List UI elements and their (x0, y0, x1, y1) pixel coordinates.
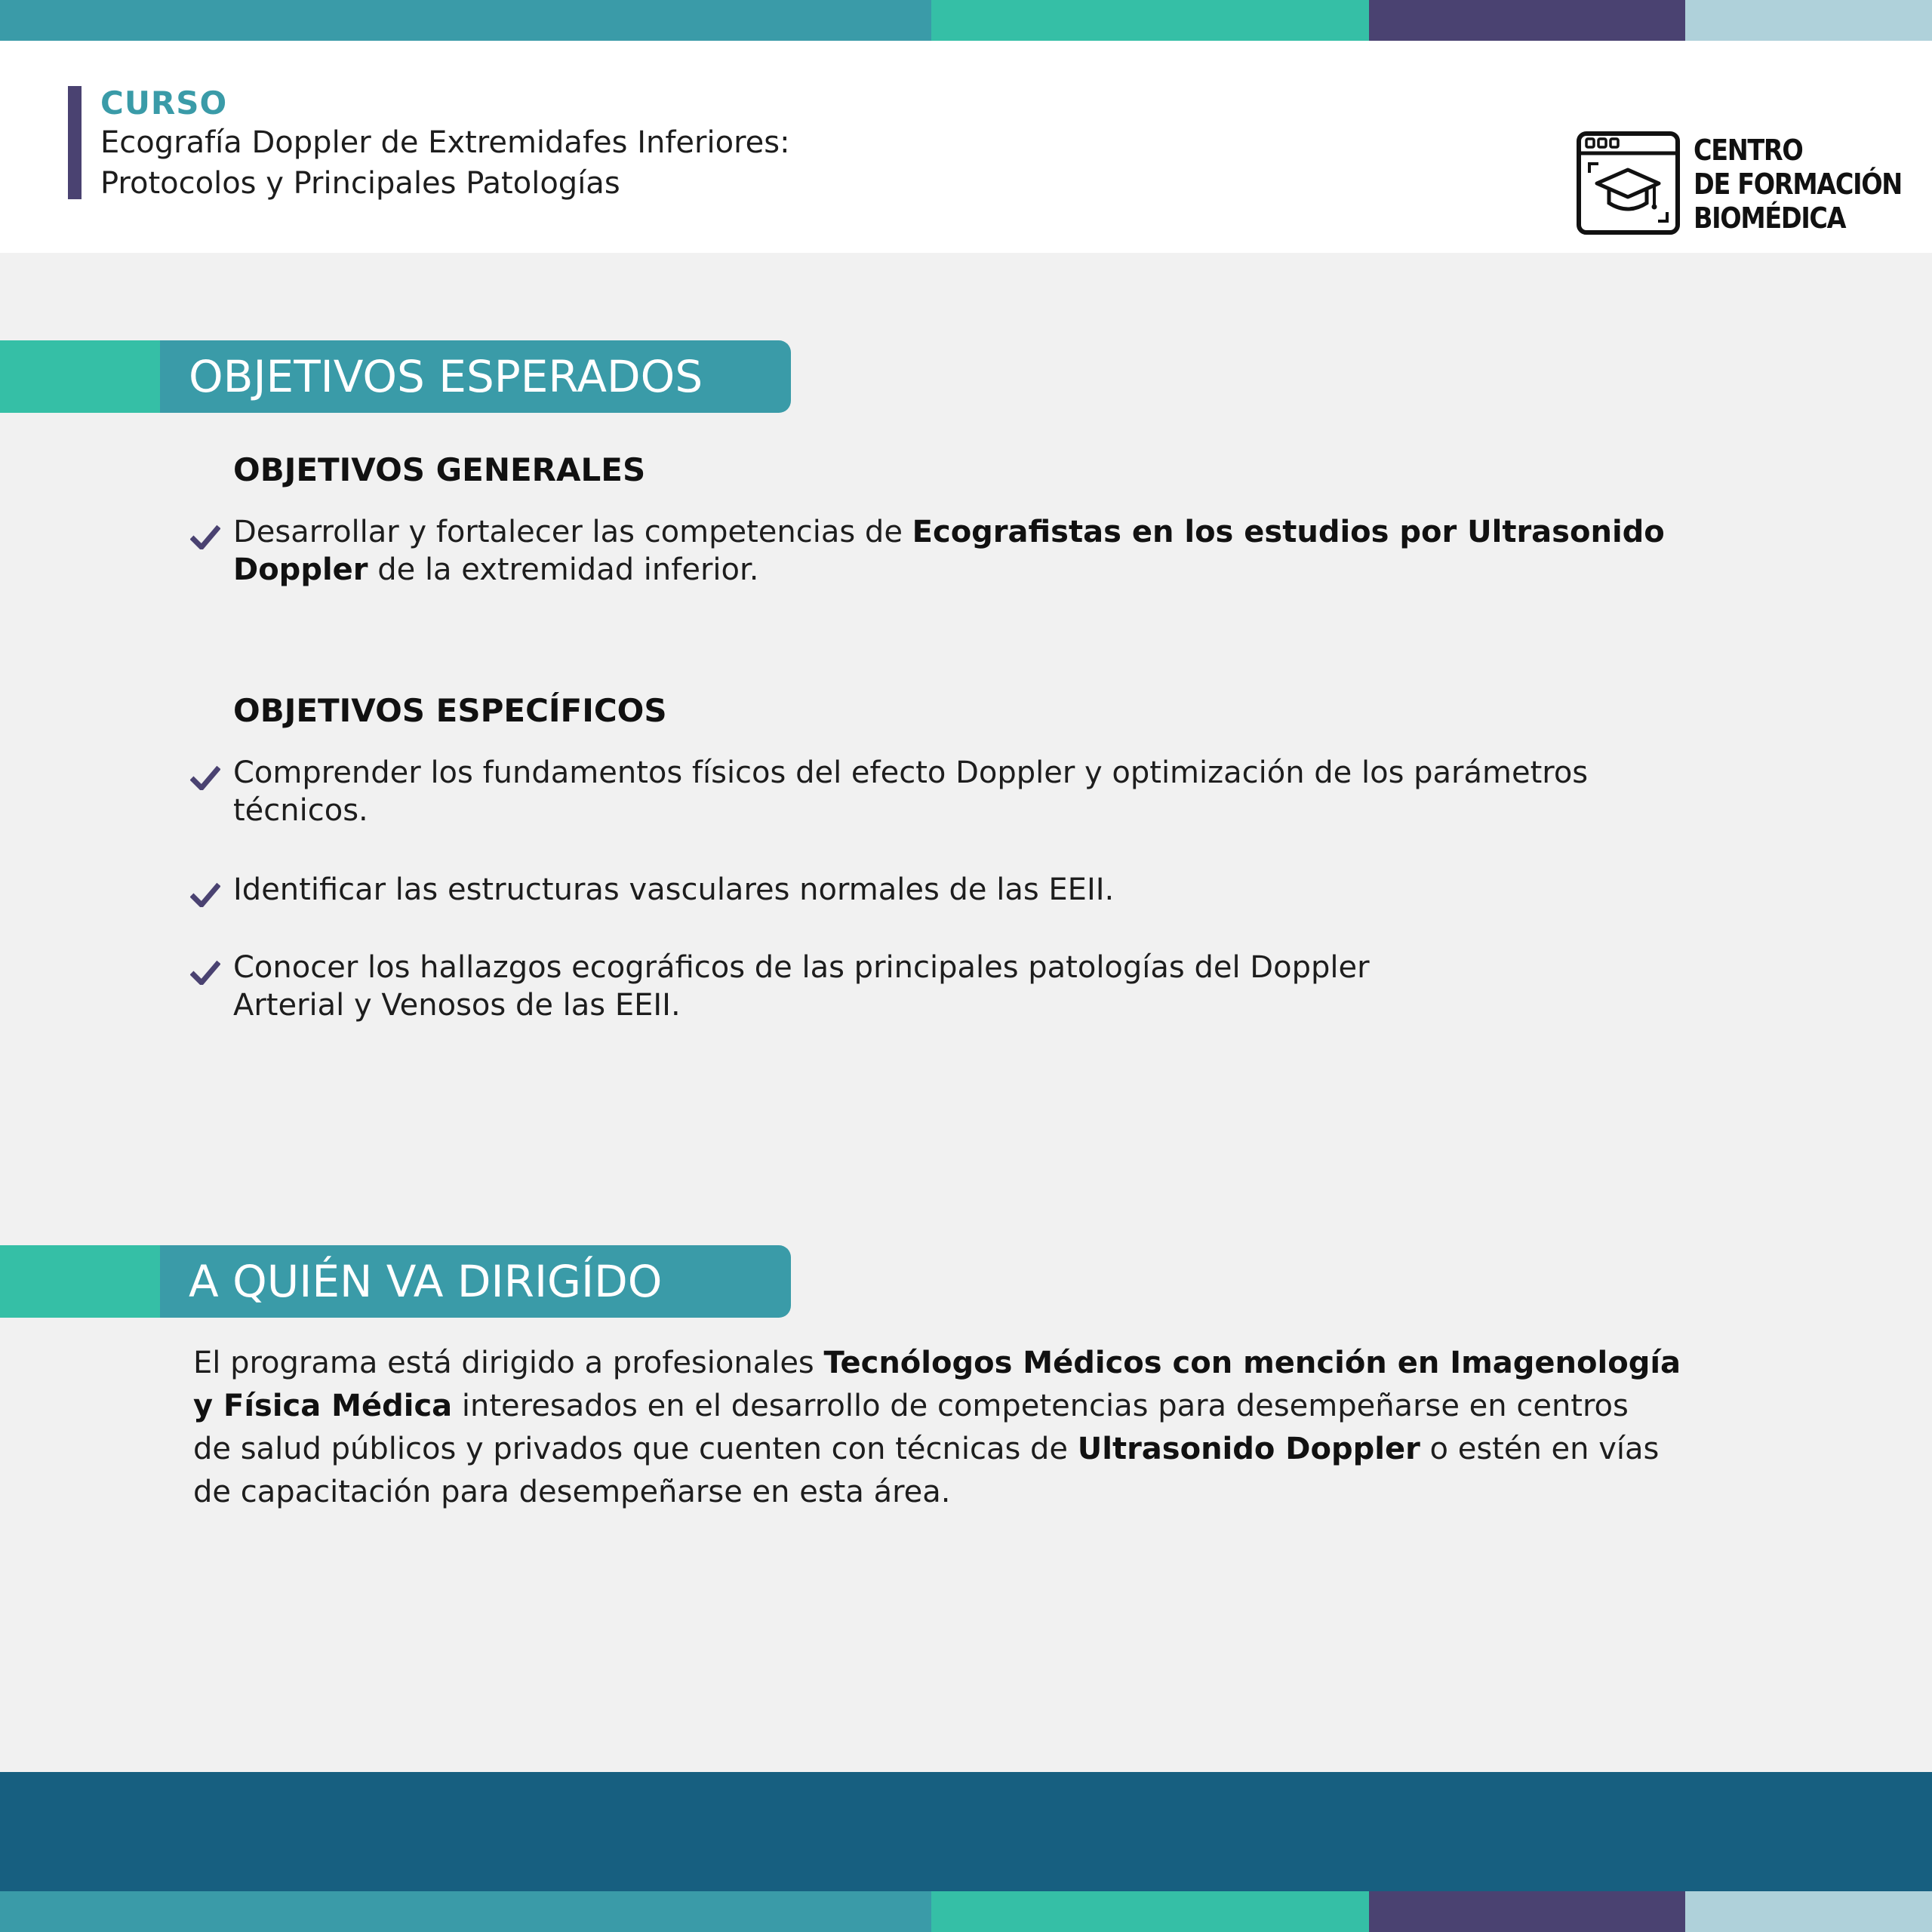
general-1-bold: Ecografistas en los estudios por Ultrasonido (912, 515, 1665, 549)
especifico-3-line-2: Arterial y Venosos de las EEII. (233, 988, 681, 1023)
checkmark-icon (190, 881, 220, 907)
logo-wordmark (1694, 134, 1902, 235)
section-tab-dirigido (0, 1245, 791, 1318)
logo-centro-formacion-biomedica (1576, 131, 1902, 240)
stripe-segment-light-blue (1685, 0, 1932, 41)
stripe-segment-teal (0, 1891, 931, 1932)
general-1-text: Desarrollar y fortalecer las competencias de (233, 515, 912, 549)
stripe-segment-purple (1369, 1891, 1685, 1932)
heading-objetivos-generales: OBJETIVOS GENERALES (233, 451, 646, 488)
list-item-especifico-3 (190, 949, 1740, 1024)
heading-objetivos-especificos: OBJETIVOS ESPECÍFICOS (233, 692, 667, 729)
course-kicker: CURSO (100, 85, 228, 122)
footer-band (0, 1772, 1932, 1891)
dirigido-bold-1: Tecnólogos Médicos con mención en Imagenología (823, 1346, 1681, 1380)
dirigido-text-1: El programa está dirigido a profesionales (193, 1346, 824, 1380)
especifico-1-line-2: técnicos. (233, 793, 368, 828)
section-tab-objetivos (0, 340, 791, 413)
dirigido-bold-3: Ultrasonido Doppler (1077, 1432, 1420, 1466)
stripe-segment-mint (931, 0, 1369, 41)
section-title-objetivos: OBJETIVOS ESPERADOS (189, 351, 703, 402)
stripe-segment-mint (931, 1891, 1369, 1932)
course-title-line-2: Protocolos y Principales Patologías (100, 166, 620, 201)
dirigido-text-4: o estén en vías (1420, 1432, 1660, 1466)
stripe-segment-light-blue (1685, 1891, 1932, 1932)
header-accent-bar (68, 86, 82, 199)
dirigido-text-2: interesados en el desarrollo de competencias para desempeñarse en centros (452, 1389, 1629, 1423)
dirigido-paragraph (193, 1342, 1733, 1514)
tab-accent (0, 340, 181, 413)
especifico-2-text: Identificar las estructuras vasculares normales de las EEII. (233, 872, 1115, 907)
course-title-line-1: Ecografía Doppler de Extremidafes Inferiores: (100, 125, 790, 160)
checkmark-icon (190, 959, 220, 985)
section-title-dirigido: A QUIÉN VA DIRIGÍDO (189, 1256, 663, 1307)
especifico-1-line-1: Comprender los fundamentos físicos del efecto Doppler y optimización de los parámetros (233, 755, 1589, 790)
tab-accent (0, 1245, 181, 1318)
course-title (100, 122, 790, 204)
logo-line-3: BIOMÉDICA (1694, 202, 1846, 235)
general-1-bold-2: Doppler (233, 552, 368, 587)
list-item-especifico-1 (190, 754, 1740, 829)
list-item-general-1 (190, 513, 1740, 589)
logo-line-2: DE FORMACIÓN (1694, 168, 1902, 201)
graduation-cap-window-icon (1576, 131, 1681, 235)
top-color-stripe (0, 0, 1932, 41)
stripe-segment-teal (0, 0, 931, 41)
bottom-color-stripe (0, 1891, 1932, 1932)
general-1-text-end: de la extremidad inferior. (368, 552, 759, 587)
especifico-3-line-1: Conocer los hallazgos ecográficos de las principales patologías del Doppler (233, 950, 1370, 985)
dirigido-text-3: de salud públicos y privados que cuenten con técnicas de (193, 1432, 1078, 1466)
list-item-especifico-2 (190, 871, 1740, 909)
dirigido-text-5: de capacitación para desempeñarse en esta área. (193, 1475, 951, 1509)
checkmark-icon (190, 524, 220, 549)
dirigido-bold-2: y Física Médica (193, 1389, 453, 1423)
logo-line-1: CENTRO (1694, 134, 1803, 167)
stripe-segment-purple (1369, 0, 1685, 41)
checkmark-icon (190, 764, 220, 790)
header (0, 41, 1932, 253)
